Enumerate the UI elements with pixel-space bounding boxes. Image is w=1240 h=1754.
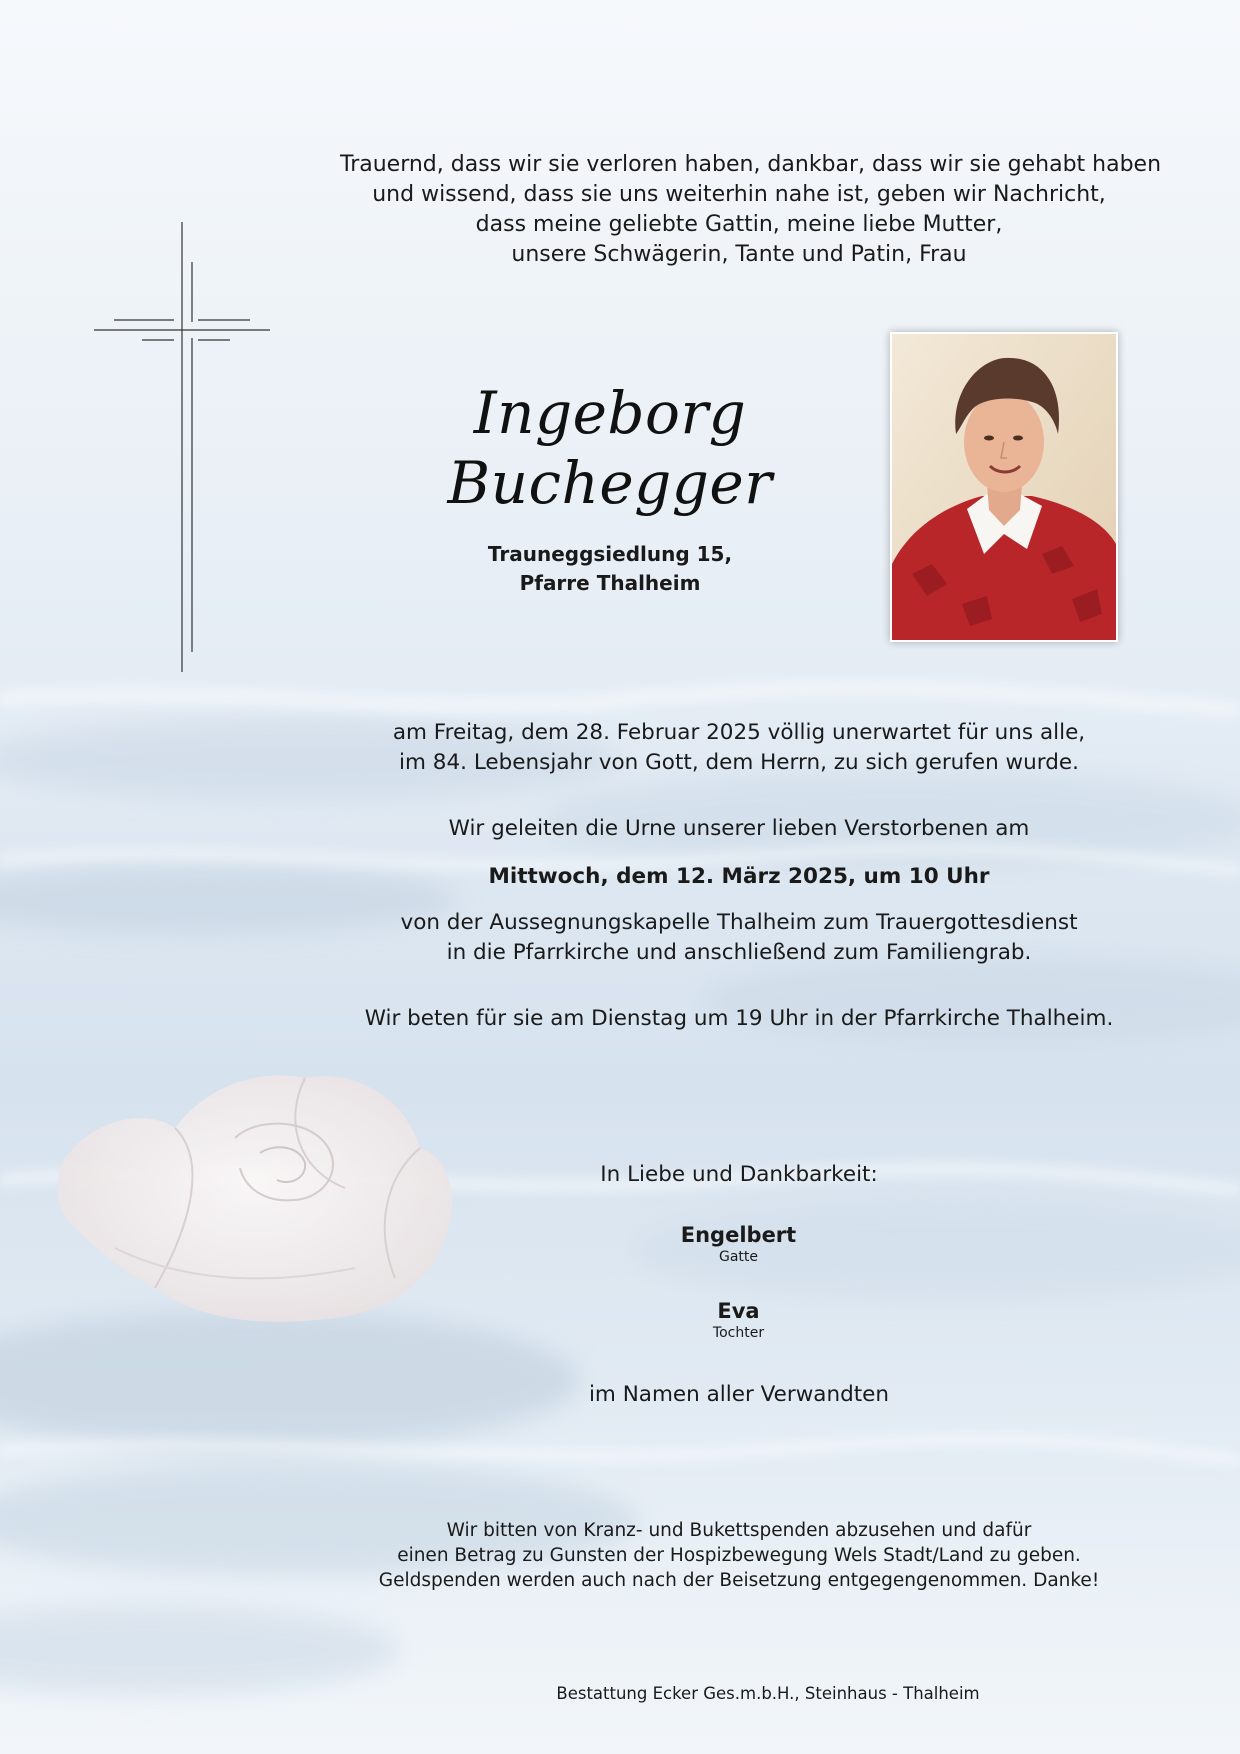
- mourner-relation: Gatte: [718, 1249, 759, 1265]
- deceased-first-name: Ingeborg: [473, 379, 747, 447]
- mourners-closing: im Namen aller Verwandten: [588, 1382, 890, 1407]
- prayer-text: Wir beten für sie am Dienstag um 19 Uhr in der Pfarrkirche Thalheim.: [364, 1006, 1114, 1031]
- ceremony-route-line: in die Pfarrkirche und anschließend zum Familiengrab.: [446, 940, 1032, 965]
- intro-line: unsere Schwägerin, Tante und Patin, Frau: [511, 242, 967, 267]
- death-notice-line: im 84. Lebensjahr von Gott, dem Herrn, zu sich gerufen wurde.: [399, 750, 1079, 775]
- deceased-last-name: Buchegger: [447, 449, 773, 517]
- donation-note-line: einen Betrag zu Gunsten der Hospizbewegung Wels Stadt/Land zu geben.: [397, 1545, 1081, 1566]
- mourner-relation: Tochter: [712, 1325, 765, 1341]
- deceased-address: [420, 540, 800, 598]
- donation-note-line: Wir bitten von Kranz- und Bukettspenden abzusehen und dafür: [446, 1520, 1032, 1541]
- address-line-2: Pfarre Thalheim: [519, 571, 701, 595]
- ceremony-date-time: Mittwoch, dem 12. März 2025, um 10 Uhr: [488, 864, 990, 889]
- death-notice: [340, 718, 1138, 778]
- mourner-entry: [540, 1298, 937, 1342]
- deceased-name: [430, 378, 790, 518]
- death-notice-line: am Freitag, dem 28. Februar 2025 völlig unerwartet für uns alle,: [392, 720, 1086, 745]
- mourner-entry: [540, 1222, 937, 1266]
- intro-text: [340, 150, 1162, 270]
- mourner-name: Eva: [717, 1299, 760, 1323]
- donation-note: [340, 1518, 1138, 1593]
- address-line-1: Trauneggsiedlung 15,: [487, 542, 733, 566]
- mourner-name: Engelbert: [680, 1223, 797, 1247]
- portrait-photo: [890, 332, 1118, 642]
- cross-icon: [90, 220, 280, 680]
- ceremony-route-line: von der Aussegnungskapelle Thalheim zum Trauergottesdienst: [400, 910, 1078, 935]
- donation-note-line: Geldspenden werden auch nach der Beisetzung entgegengenommen. Danke!: [378, 1570, 1100, 1591]
- ceremony-route: [340, 908, 1138, 968]
- mourners-heading: In Liebe und Dankbarkeit:: [600, 1162, 878, 1187]
- intro-line: Trauernd, dass wir sie verloren haben, dankbar, dass wir sie gehabt haben: [340, 152, 1162, 177]
- intro-line: und wissend, dass sie uns weiterhin nahe ist, geben wir Nachricht,: [372, 182, 1106, 207]
- funeral-home-footer: Bestattung Ecker Ges.m.b.H., Steinhaus - Thalheim: [556, 1684, 980, 1703]
- intro-line: dass meine geliebte Gattin, meine liebe Mutter,: [475, 212, 1003, 237]
- ceremony-intro: Wir geleiten die Urne unserer lieben Verstorbenen am: [448, 816, 1030, 841]
